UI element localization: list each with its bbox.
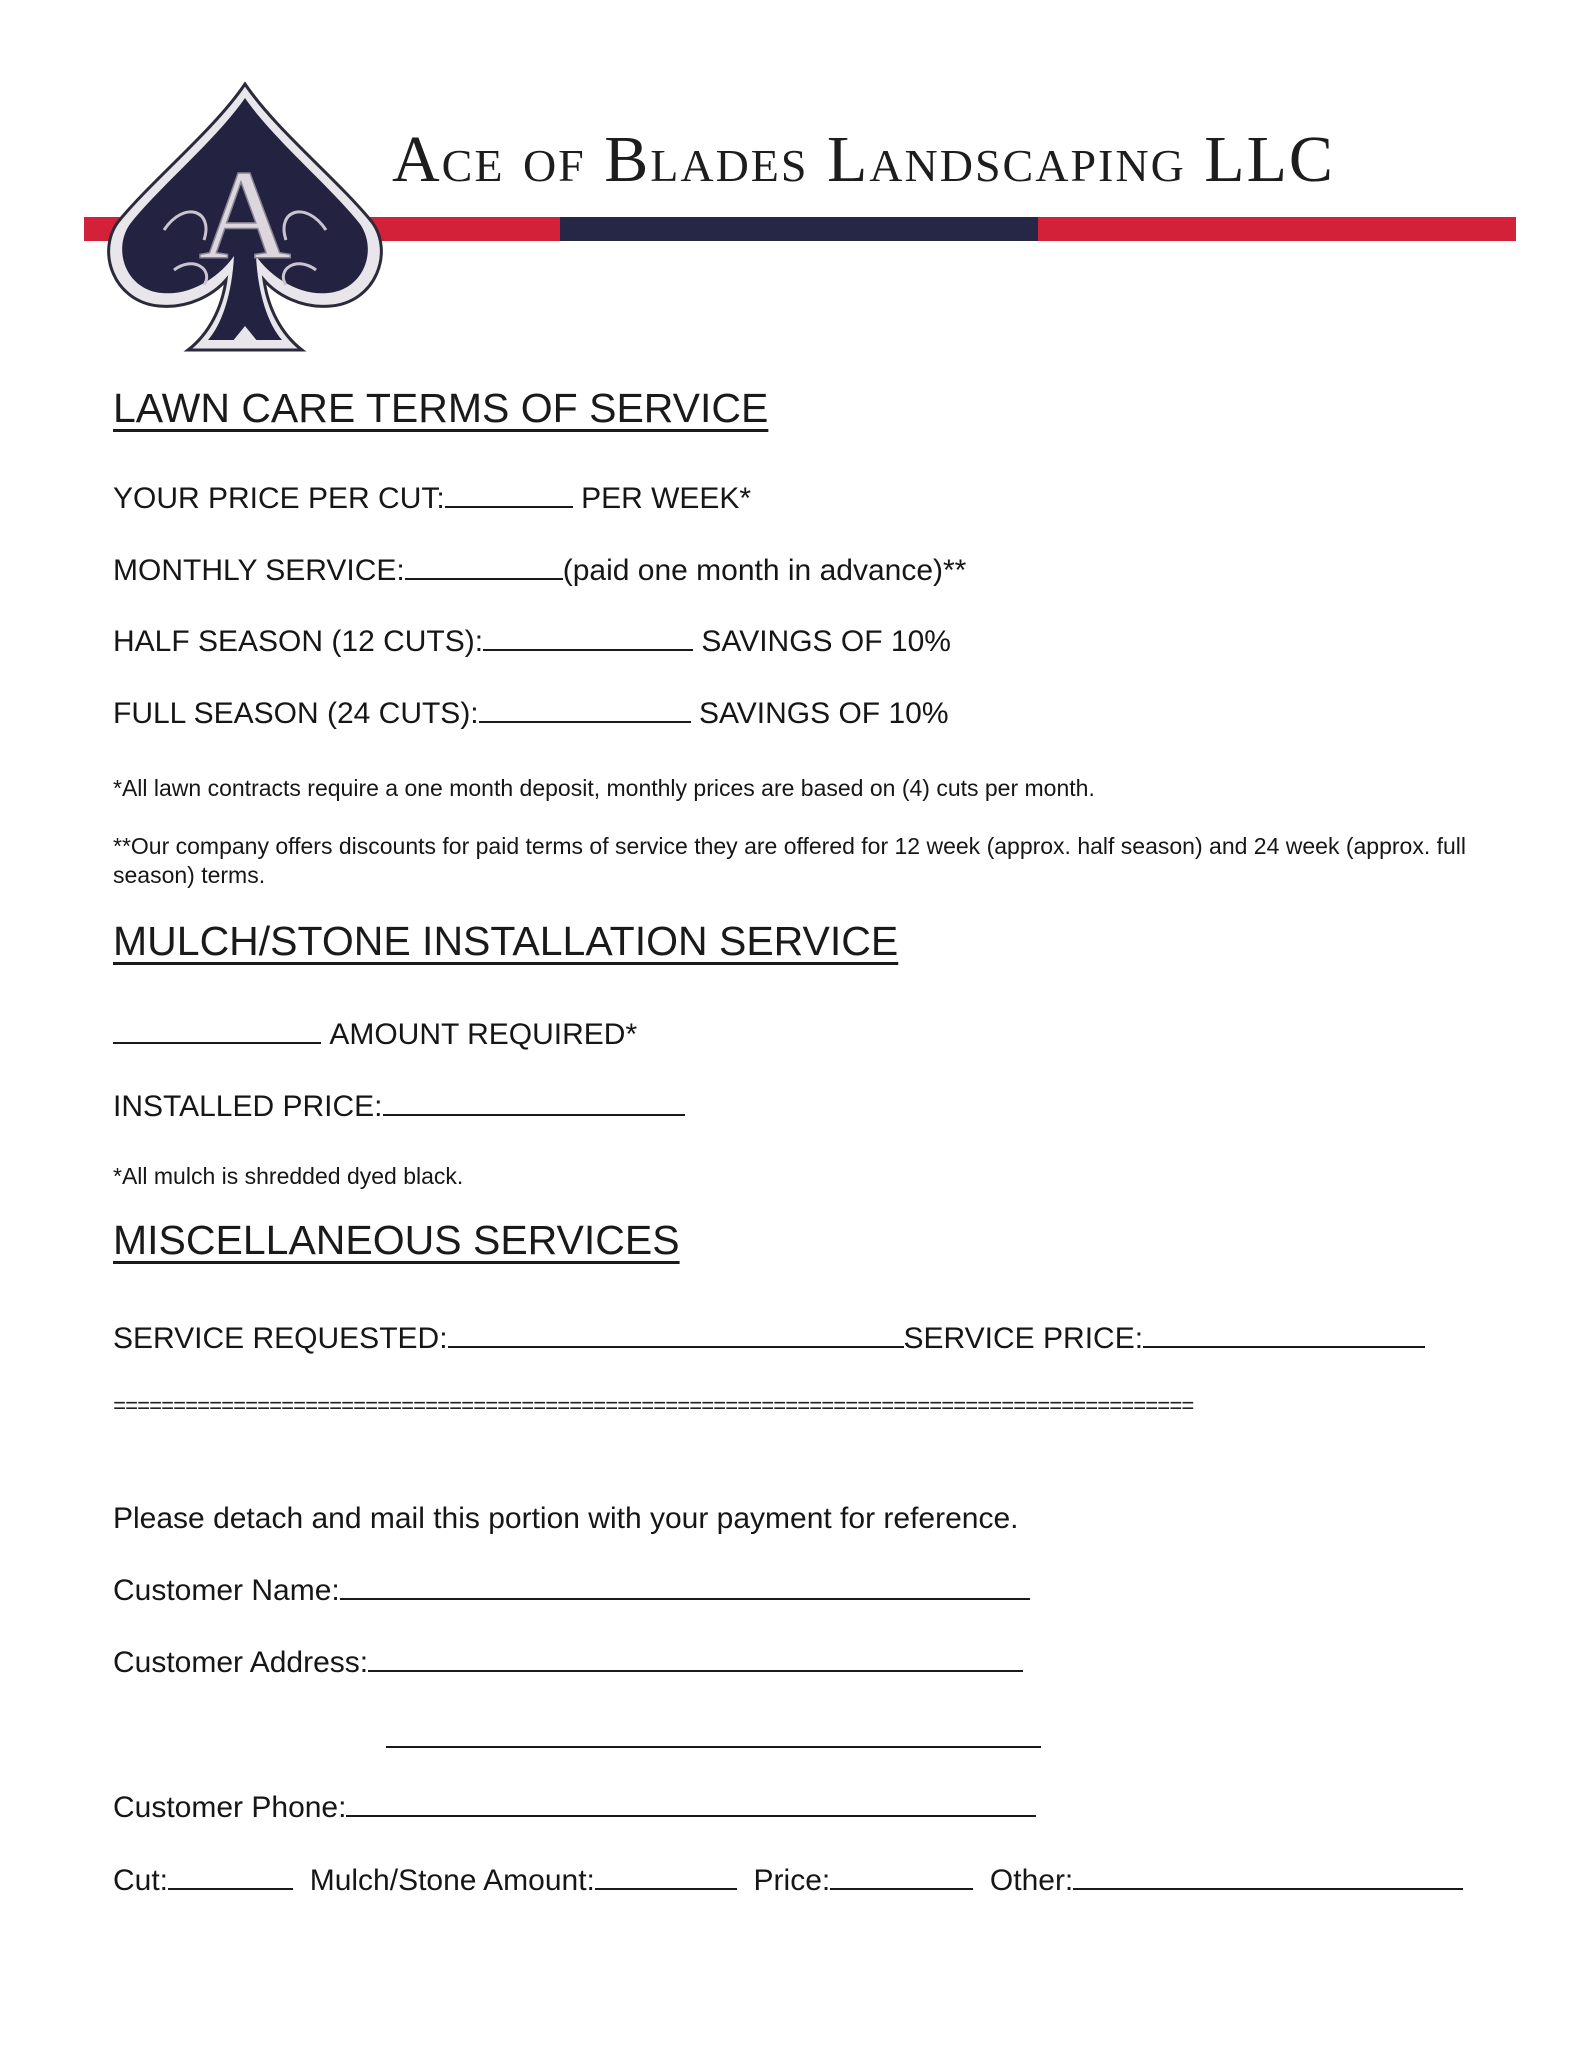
mulch-heading: MULCH/STONE INSTALLATION SERVICE: [113, 918, 899, 964]
monthly-service-row: [113, 552, 966, 589]
detach-instruction: Please detach and mail this portion with your payment for reference.: [113, 1502, 1019, 1535]
customer-address-row: [113, 1644, 1023, 1681]
customer-name-label: Customer Name:: [113, 1574, 340, 1607]
service-requested-field[interactable]: [448, 1320, 904, 1348]
mulch-amount-field[interactable]: [595, 1862, 737, 1890]
customer-phone-label: Customer Phone:: [113, 1791, 347, 1824]
monthly-service-suffix: (paid one month in advance)**: [562, 554, 967, 587]
logo-letter: A: [198, 144, 292, 286]
price-per-cut-field[interactable]: [445, 480, 573, 508]
lawn-care-heading: LAWN CARE TERMS OF SERVICE: [113, 385, 769, 431]
cut-label: Cut:: [113, 1864, 169, 1897]
amount-required-field[interactable]: [113, 1016, 321, 1044]
customer-address-field[interactable]: [368, 1644, 1023, 1672]
service-price-field[interactable]: [1143, 1320, 1425, 1348]
ace-of-spades-logo: [104, 80, 386, 356]
summary-row: [113, 1862, 1463, 1899]
customer-phone-row: [113, 1789, 1036, 1826]
half-season-field[interactable]: [483, 623, 693, 651]
header-band-red-right: [1038, 217, 1516, 241]
customer-address-line-2-field[interactable]: [386, 1720, 1041, 1748]
other-field[interactable]: [1073, 1862, 1463, 1890]
half-season-label: HALF SEASON (12 CUTS):: [113, 625, 484, 658]
price-label: Price:: [753, 1864, 831, 1897]
mulch-amount-label: Mulch/Stone Amount:: [309, 1864, 595, 1897]
installed-price-label: INSTALLED PRICE:: [113, 1090, 383, 1123]
amount-required-label: AMOUNT REQUIRED*: [329, 1018, 638, 1051]
customer-name-row: [113, 1572, 1030, 1609]
monthly-service-field[interactable]: [405, 552, 563, 580]
misc-heading: MISCELLANEOUS SERVICES: [113, 1217, 680, 1263]
full-season-label: FULL SEASON (24 CUTS):: [113, 697, 479, 730]
cut-field[interactable]: [168, 1862, 293, 1890]
full-season-row: [113, 695, 949, 732]
service-price-label: SERVICE PRICE:: [903, 1322, 1144, 1355]
price-per-cut-row: [113, 480, 751, 517]
price-per-cut-suffix: PER WEEK*: [581, 482, 752, 515]
monthly-service-label: MONTHLY SERVICE:: [113, 554, 405, 587]
detach-separator: ==========================================================================================: [113, 1395, 1194, 1420]
service-requested-label: SERVICE REQUESTED:: [113, 1322, 448, 1355]
installed-price-row: [113, 1088, 685, 1125]
other-label: Other:: [989, 1864, 1074, 1897]
customer-address-label: Customer Address:: [113, 1646, 369, 1679]
price-per-cut-label: YOUR PRICE PER CUT:: [113, 482, 445, 515]
installed-price-field[interactable]: [383, 1088, 685, 1116]
service-requested-row: [113, 1320, 1425, 1357]
lawn-care-note-1: *All lawn contracts require a one month deposit, monthly prices are based on (4) cuts per month.: [113, 775, 1095, 801]
header-band-navy: [560, 217, 1038, 241]
full-season-field[interactable]: [479, 695, 691, 723]
company-name: Ace of Blades Landscaping LLC: [392, 123, 1335, 196]
amount-required-row: [113, 1016, 637, 1053]
full-season-suffix: SAVINGS OF 10%: [698, 697, 949, 730]
lawn-care-note-2: **Our company offers discounts for paid terms of service they are offered for 12 week (approx. half season) and 24 week (approx. full season) terms.: [113, 833, 1467, 888]
half-season-row: [113, 623, 951, 660]
customer-phone-field[interactable]: [346, 1789, 1036, 1817]
price-field[interactable]: [830, 1862, 973, 1890]
customer-name-field[interactable]: [340, 1572, 1030, 1600]
mulch-note: *All mulch is shredded dyed black.: [113, 1163, 464, 1189]
half-season-suffix: SAVINGS OF 10%: [701, 625, 951, 658]
